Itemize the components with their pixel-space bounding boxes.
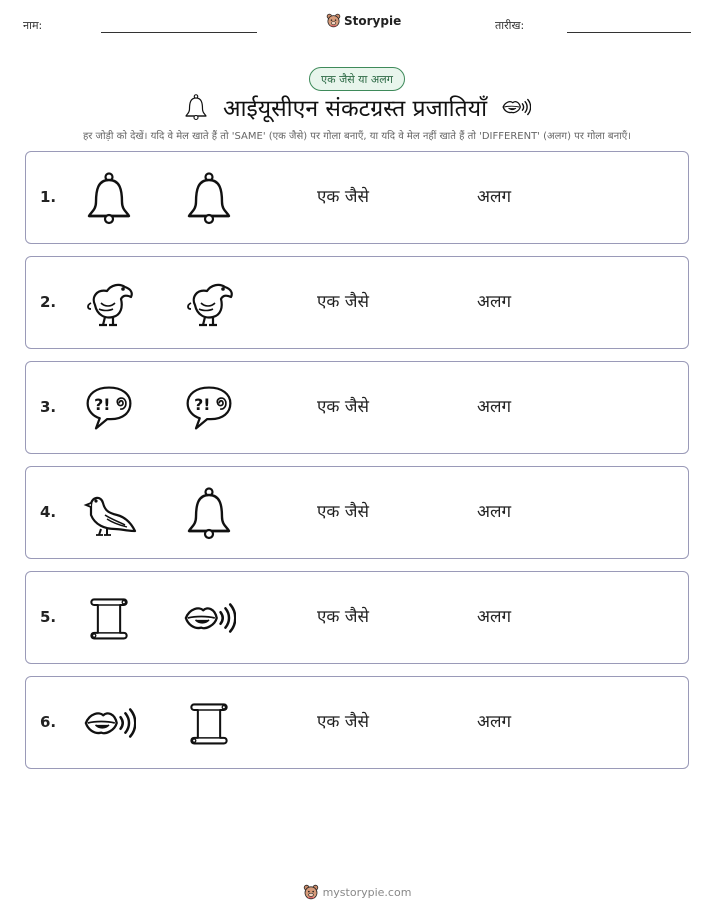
question-number: 3. [40, 398, 57, 416]
same-option[interactable]: एक जैसे [317, 187, 369, 207]
bell-icon [181, 485, 237, 541]
dodo-bird-icon [81, 275, 137, 331]
name-label: नाम: [23, 19, 43, 32]
bear-logo-icon [326, 13, 341, 28]
different-option[interactable]: अलग [477, 397, 512, 417]
question-row [25, 676, 689, 769]
bell-icon [81, 170, 137, 226]
speaking-mouth-icon [81, 695, 137, 751]
question-list [25, 151, 689, 781]
speaking-mouth-icon [501, 92, 531, 122]
pigeon-icon [81, 485, 137, 541]
dodo-bird-icon [181, 275, 237, 331]
question-row [25, 571, 689, 664]
question-number: 4. [40, 503, 57, 521]
question-row [25, 361, 689, 454]
same-option[interactable]: एक जैसे [317, 397, 369, 417]
question-row [25, 466, 689, 559]
bell-icon [183, 93, 209, 121]
different-option[interactable]: अलग [477, 712, 512, 732]
instructions: हर जोड़ी को देखें। यदि वे मेल खाते हैं तो 'SAME' (एक जैसे) पर गोला बनाएँ, या यदि वे मेल नहीं खाते हैं तो 'DIFFERENT' (अलग) पर गोला बनाएँ। [82, 131, 632, 142]
worksheet-type-tag: एक जैसे या अलग [309, 67, 405, 91]
footer-url: mystorypie.com [322, 885, 412, 899]
date-label: तारीख: [495, 19, 525, 32]
same-option[interactable]: एक जैसे [317, 607, 369, 627]
bear-logo-icon [303, 884, 319, 900]
question-row [25, 151, 689, 244]
date-line[interactable] [567, 32, 691, 33]
question-number: 2. [40, 293, 57, 311]
same-option[interactable]: एक जैसे [317, 292, 369, 312]
name-line[interactable] [101, 32, 257, 33]
different-option[interactable]: अलग [477, 292, 512, 312]
speaking-mouth-icon [181, 590, 237, 646]
bell-icon [181, 170, 237, 226]
page-title: आईयूसीएन संकटग्रस्त प्रजातियाँ [222, 96, 488, 122]
different-option[interactable]: अलग [477, 607, 512, 627]
question-number: 6. [40, 713, 57, 731]
scroll-icon [81, 590, 137, 646]
brand-text: Storypie [344, 13, 402, 28]
speech-bubble-icon [181, 380, 237, 436]
title-row [0, 92, 714, 122]
brand-logo [326, 13, 401, 28]
question-number: 5. [40, 608, 57, 626]
question-row [25, 256, 689, 349]
same-option[interactable]: एक जैसे [317, 712, 369, 732]
different-option[interactable]: अलग [477, 502, 512, 522]
same-option[interactable]: एक जैसे [317, 502, 369, 522]
different-option[interactable]: अलग [477, 187, 512, 207]
footer [0, 884, 714, 900]
scroll-icon [181, 695, 237, 751]
question-number: 1. [40, 188, 57, 206]
speech-bubble-icon [81, 380, 137, 436]
